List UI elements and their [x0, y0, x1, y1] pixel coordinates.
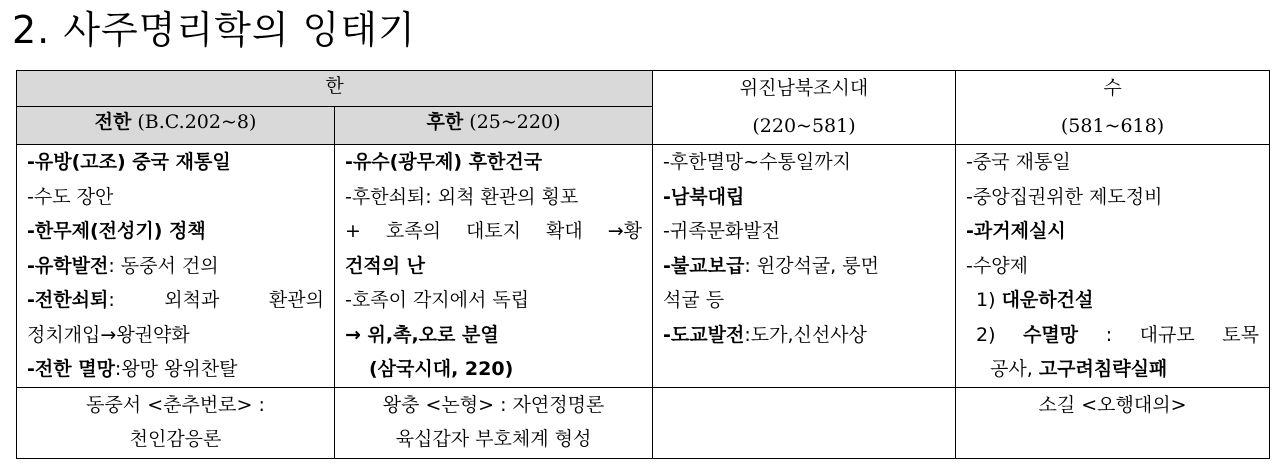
list-item: 정치개입→왕권약화 [27, 323, 190, 346]
list-item: -도교발전:도가,신선사상 [663, 323, 867, 346]
list-item: -유학발전: 동중서 건의 [27, 254, 219, 277]
list-item: 2) 수멸망 : 대규모 토목 [976, 323, 1259, 346]
list-item: -한무제(전성기) 정책 [27, 220, 206, 242]
former-han-years: (B.C.202~8) [137, 111, 257, 133]
list-item: -불교보급: 윈강석굴, 룽먼 [663, 254, 879, 277]
history-table [16, 70, 1270, 459]
header-sui-name: 수 [1103, 77, 1122, 99]
header-former-han [17, 107, 335, 145]
footnote-line: 소길 <오행대의> [1038, 393, 1187, 416]
page-title: 2. 사주명리학의 잉태기 [12, 8, 416, 52]
footnote-line: 왕충 <논형> : 자연정명론 [382, 393, 605, 416]
list-item: -호족이 각지에서 독립 [345, 289, 530, 311]
list-item: (삼국시대, 220) [369, 358, 514, 380]
header-sui [956, 71, 1270, 145]
sui-content [956, 145, 1270, 388]
list-item: -남북대립 [663, 185, 745, 208]
list-item: + 호족의 대토지 확대 →황 [345, 220, 643, 242]
footnote-line: 동중서 <춘추번로> : [86, 393, 265, 416]
list-item: -후한멸망~수통일까지 [663, 151, 851, 173]
later-han-years: (25~220) [469, 111, 561, 133]
header-wei-name: 위진남북조시대 [739, 77, 869, 99]
former-han-footnote [17, 387, 335, 458]
list-item: 건적의 난 [345, 254, 426, 277]
wei-content [653, 145, 956, 388]
header-han: 한 [17, 71, 653, 107]
later-han-footnote [335, 387, 653, 458]
list-item: -수도 장안 [27, 185, 114, 208]
list-item: → 위,촉,오로 분열 [345, 323, 499, 346]
list-item: -전한쇠퇴: 외척과 환관의 [27, 289, 324, 311]
header-later-han [335, 107, 653, 145]
later-han-label: 후한 [426, 111, 464, 133]
list-item: -유수(광무제) 후한건국 [345, 151, 543, 173]
former-han-content [17, 145, 335, 388]
sui-footnote [956, 387, 1270, 458]
header-sui-years: (581~618) [1060, 115, 1165, 137]
list-item: -과거제실시 [966, 220, 1066, 242]
list-item: -중국 재통일 [966, 151, 1071, 173]
footnote-line: 육십갑자 부호체계 형성 [395, 427, 592, 450]
footnote-line: 천인감응론 [129, 427, 222, 450]
list-item: 석굴 등 [663, 289, 725, 311]
header-wei-years: (220~581) [752, 115, 856, 137]
wei-footnote [653, 387, 956, 458]
list-item: -수양제 [966, 254, 1028, 277]
former-han-label: 전한 [94, 111, 132, 133]
list-item: 공사, 고구려침략실패 [990, 358, 1168, 380]
list-item: -유방(고조) 중국 재통일 [27, 151, 231, 173]
list-item: 1) 대운하건설 [976, 289, 1094, 311]
list-item: -전한 멸망:왕망 왕위찬탈 [27, 358, 238, 380]
list-item: -귀족문화발전 [663, 220, 780, 242]
list-item: -후한쇠퇴: 외척 환관의 횡포 [345, 185, 579, 208]
list-item: -중앙집권위한 제도정비 [966, 185, 1163, 208]
later-han-content [335, 145, 653, 388]
header-wei [653, 71, 956, 145]
